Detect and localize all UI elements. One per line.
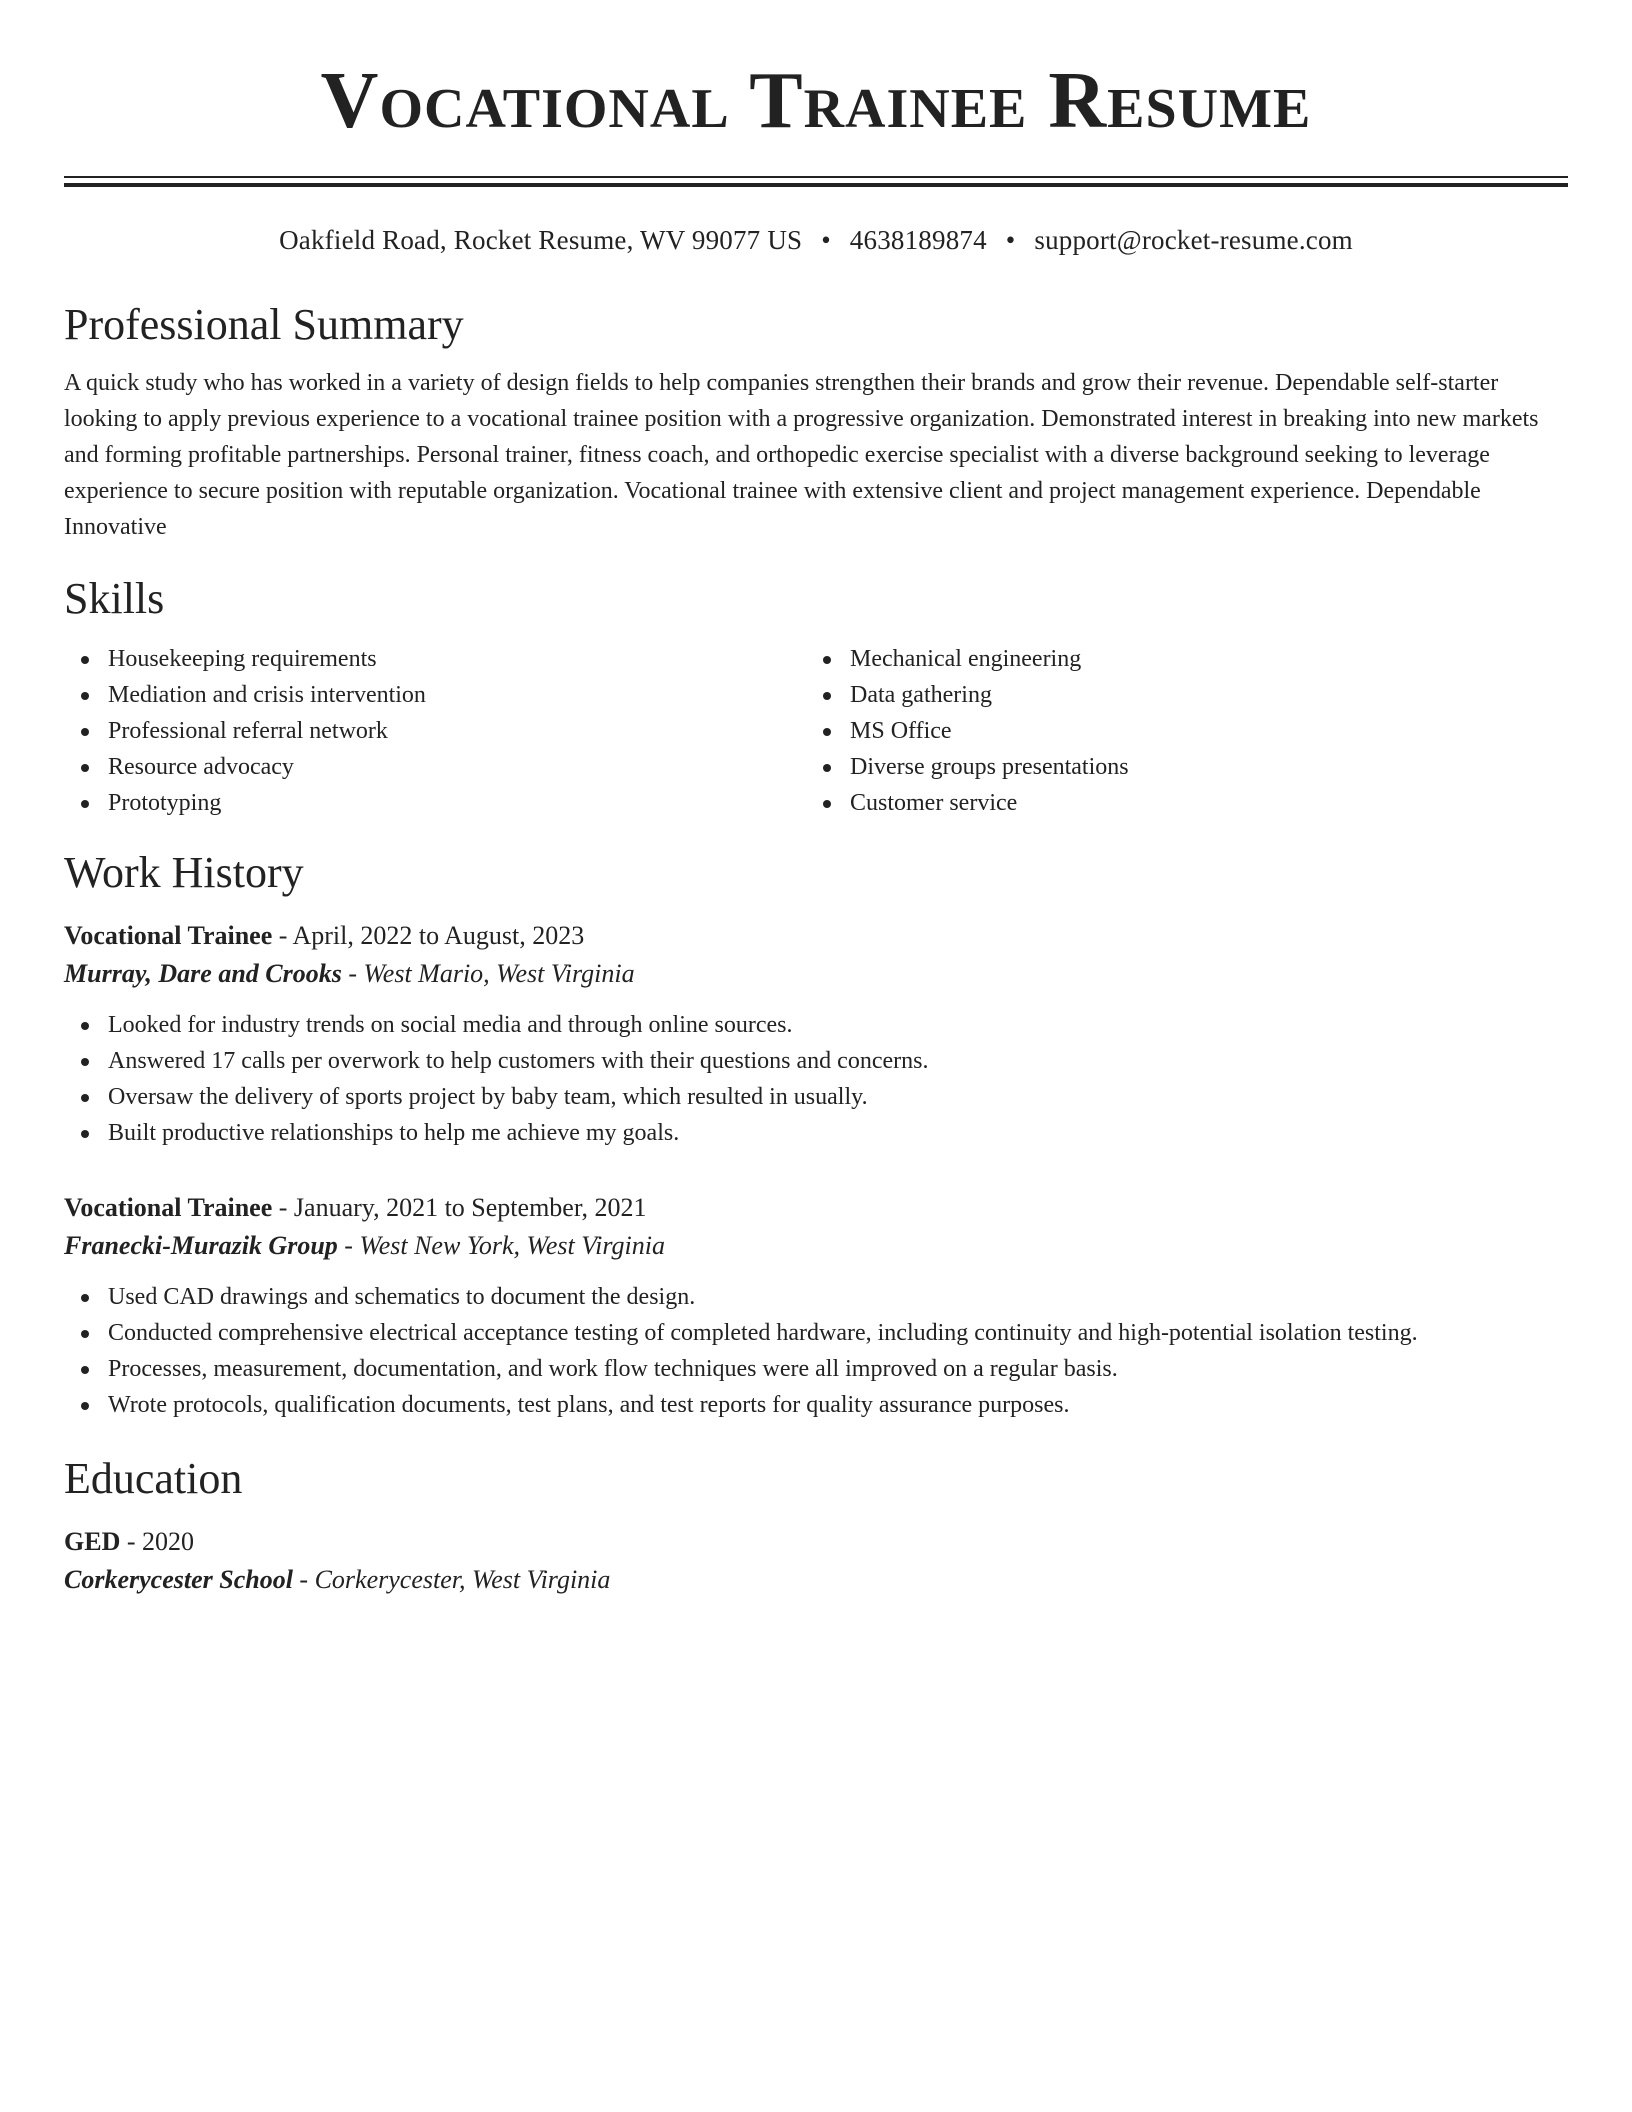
bullet-icon [81, 1294, 89, 1302]
job-dates: - January, 2021 to September, 2021 [272, 1193, 647, 1222]
education-heading: Education [64, 1454, 243, 1503]
bullet-icon [823, 692, 831, 700]
contact-phone: 4638189874 [849, 225, 987, 255]
duty-item: Answered 17 calls per overwork to help customers with their questions and concerns. [64, 1043, 1568, 1079]
summary-heading: Professional Summary [64, 300, 464, 349]
skills-heading: Skills [64, 574, 165, 623]
bullet-icon [81, 800, 89, 808]
bullet-icon [81, 1330, 89, 1338]
skill-item: Professional referral network [64, 713, 806, 749]
job-title: Vocational Trainee [64, 1193, 273, 1222]
contact-line [64, 223, 1568, 257]
skill-item: Resource advocacy [64, 749, 806, 785]
skills-column-right [806, 641, 1548, 821]
degree-year: - 2020 [120, 1527, 195, 1556]
duty-item: Processes, measurement, documentation, and work flow techniques were all improved on a regular basis. [64, 1351, 1568, 1387]
skills-list [64, 641, 1568, 821]
summary-text: A quick study who has worked in a variety of design fields to help companies strengthen their brands and grow their revenue. Dependable self-starter looking to apply previous experience to a vocational trainee position with a progressive organization. Demonstrated interest in breaking into new markets and forming profitable partnerships. Personal trainer, fitness coach, and orthopedic exercise specialist with a diverse background seeking to leverage experience to secure position with reputable organization. Vocational trainee with extensive client and project management experience. Dependable Innovative [64, 370, 1539, 540]
skills-column-left [64, 641, 806, 821]
school-location: - Corkerycester, West Virginia [292, 1565, 611, 1594]
bullet-icon [823, 764, 831, 772]
job-title: Vocational Trainee [64, 921, 273, 950]
contact-separator: • [1005, 225, 1016, 255]
job-duties [64, 1279, 1568, 1423]
bullet-icon [81, 764, 89, 772]
job-title-line [64, 1189, 1568, 1227]
divider-thick-line [64, 183, 1568, 187]
employer-line [64, 955, 1568, 993]
education-entry [64, 1523, 1568, 1599]
degree-line [64, 1523, 1568, 1561]
employer-location: - West Mario, West Virginia [341, 959, 635, 988]
bullet-icon [823, 656, 831, 664]
duty-item: Wrote protocols, qualification documents, test plans, and test reports for quality assurance purposes. [64, 1387, 1568, 1423]
bullet-icon [81, 1022, 89, 1030]
job-dates: - April, 2022 to August, 2023 [272, 921, 585, 950]
title-divider [64, 176, 1568, 187]
skill-item: MS Office [806, 713, 1548, 749]
school-line [64, 1561, 1568, 1599]
duty-item: Looked for industry trends on social media and through online sources. [64, 1007, 1568, 1043]
employer-name: Murray, Dare and Crooks [64, 959, 342, 988]
bullet-icon [81, 1094, 89, 1102]
skill-item: Prototyping [64, 785, 806, 821]
skill-item: Customer service [806, 785, 1548, 821]
duty-item: Conducted comprehensive electrical acceptance testing of completed hardware, including continuity and high-potential isolation testing. [64, 1315, 1568, 1351]
employer-name: Franecki-Murazik Group [64, 1231, 338, 1260]
school-name: Corkerycester School [64, 1565, 293, 1594]
duty-item: Oversaw the delivery of sports project by baby team, which resulted in usually. [64, 1079, 1568, 1115]
contact-address: Oakfield Road, Rocket Resume, WV 99077 US [279, 225, 803, 255]
work-history-heading: Work History [64, 848, 304, 897]
duty-item: Used CAD drawings and schematics to document the design. [64, 1279, 1568, 1315]
bullet-icon [81, 1366, 89, 1374]
skill-item: Housekeeping requirements [64, 641, 806, 677]
bullet-icon [81, 692, 89, 700]
employer-location: - West New York, West Virginia [337, 1231, 665, 1260]
bullet-icon [81, 1402, 89, 1410]
bullet-icon [81, 728, 89, 736]
skill-item: Diverse groups presentations [806, 749, 1548, 785]
resume-title: Vocational Trainee Resume [320, 57, 1312, 145]
bullet-icon [823, 800, 831, 808]
duty-item: Built productive relationships to help me achieve my goals. [64, 1115, 1568, 1151]
employer-line [64, 1227, 1568, 1265]
skill-item: Mediation and crisis intervention [64, 677, 806, 713]
bullet-icon [81, 1130, 89, 1138]
job-title-line [64, 917, 1568, 955]
degree-name: GED [64, 1527, 121, 1556]
contact-email: support@rocket-resume.com [1034, 225, 1353, 255]
bullet-icon [81, 656, 89, 664]
job-entry [64, 917, 1568, 1151]
skill-item: Mechanical engineering [806, 641, 1548, 677]
job-entry [64, 1189, 1568, 1423]
skill-item: Data gathering [806, 677, 1548, 713]
bullet-icon [823, 728, 831, 736]
bullet-icon [81, 1058, 89, 1066]
contact-separator: • [821, 225, 831, 255]
job-duties [64, 1007, 1568, 1151]
